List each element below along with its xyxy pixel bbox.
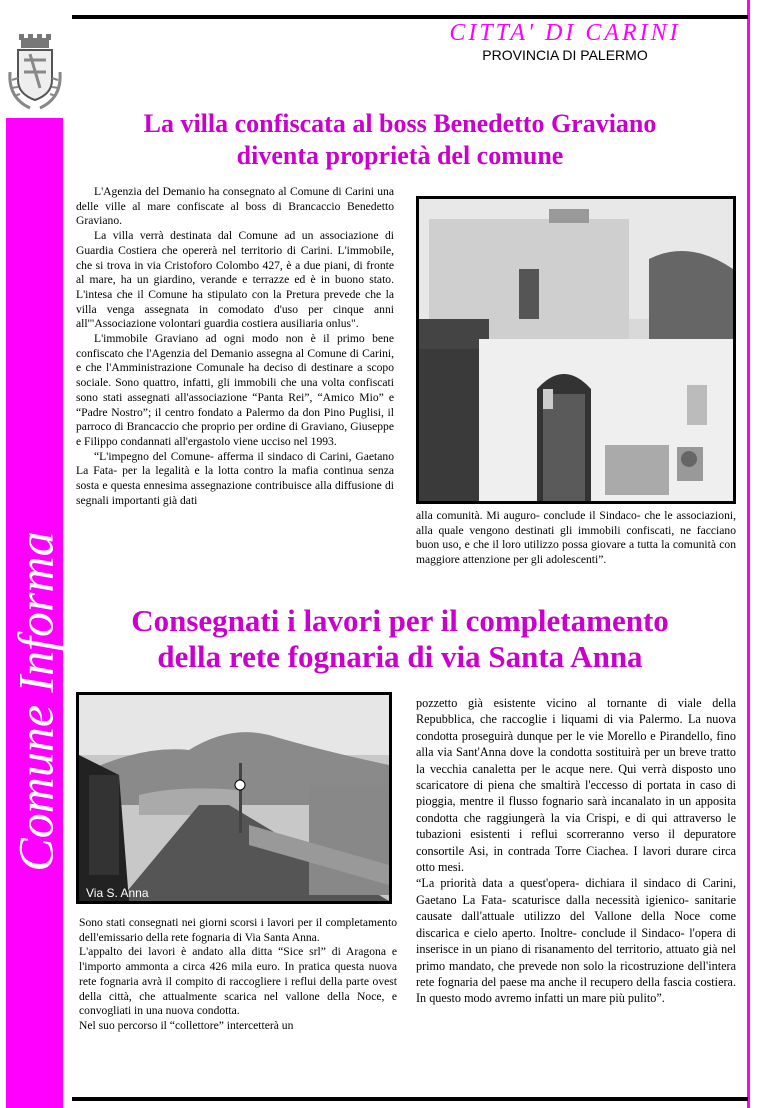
masthead	[400, 20, 730, 63]
article1-headline-line2: diventa proprietà del comune	[236, 141, 564, 170]
article1-headline	[75, 108, 725, 172]
article2-paragraph: L'appalto dei lavori è andato alla ditta “Sice srl” di Aragona e l'importo ammonta a circa 426 mila euro. In pratica questa nuova rete fognaria avrà il compito di raccogliere i reflui della parte ovest della città, che attualmente scarica nel vallone della Noce, e convogliati in una nuova condotta.	[79, 945, 397, 1018]
bottom-rule	[72, 1097, 748, 1101]
top-rule	[72, 15, 748, 19]
article1-column-left	[76, 185, 394, 508]
article2-paragraph: Sono stati consegnati nei giorni scorsi i lavori per il completamento dell'emissario della rete fognaria di Via Santa Anna.	[79, 916, 397, 944]
article2-column-right	[416, 695, 736, 1007]
road-photo	[76, 692, 392, 904]
city-name: CITTA' DI CARINI	[449, 20, 681, 46]
article1-paragraph: L'immobile Graviano ad ogni modo non è il primo bene confiscato che l'Agenzia del Demanio assegna al Comune di Carini, e che l'Amministrazione Comunale ha deciso di destinare a scopo sociale. Sono quattro, infatti, gli immobili che una volta confiscati sono stati assegnati all'associazione “Panta Rei”, “Amico Mio” e “Padre Nostro”; il centro fondato a Palermo da don Pino Puglisi, il parroco di Brancaccio che proprio per ordine di Graviano, Giuseppe e Filippo condannati all'ergastolo viene ucciso nel 1993.	[76, 332, 394, 448]
article2-paragraph: pozzetto già esistente vicino al tornante di viale della Repubblica, che raccoglie i liquami di via Palermo. La nuova condotta proseguirà dunque per le vie Morello e Pirandello, fino alla via Sant'Anna dove la condotta sostituirà per un breve tratto la vecchia canaletta per le acque nere. Qui verrà disposto uno scaricatore di piena che smaltirà l'eccesso di portata in caso di pioggia, mentre il flusso fognario sarà incanalato in un apposita condotta che raggiungerà la via Crispi, e di qui attraverso le tubazioni esistenti i reflui scorreranno verso il depuratore consortile Asi, in contrada Torre Ciachea. I lavori durare circa otto mesi.	[416, 696, 736, 875]
article2-headline	[75, 603, 725, 675]
article1-paragraph: La villa verrà destinata dal Comune ad un associazione di Guardia Costiera che opererà nel territorio di Carini. L'immobile, che si trova in via Cristoforo Colombo 427, è a due piani, di fronte al mare, ha un giardino, verande e terrazze ed è in buono stato. L'intesa che il Comune ha stipulato con la Pretura prevede che la villa venga assegnata in comodato d'uso per cinque anni all'"Associazione volontari guardia costiera ausiliaria onlus".	[76, 229, 394, 331]
article2-column-left	[79, 916, 397, 1034]
sidebar-band	[6, 118, 63, 1108]
article1-paragraph: “L'impegno del Comune- afferma il sindaco di Carini, Gaetano La Fata- per la legalità e la lotta contro la mafia continua senza sosta e questa ennesima assegnazione contribuisce alla diffusione di segnali importanti già dati	[76, 449, 394, 507]
article2-headline-line1: Consegnati i lavori per il completamento	[131, 603, 669, 638]
province-name: PROVINCIA DI PALERMO	[482, 47, 648, 63]
road-photo-caption: Via S. Anna	[86, 886, 149, 900]
article2-paragraph: Nel suo percorso il “collettore” intercetterà un	[79, 1018, 294, 1032]
article1-column-right	[416, 509, 736, 568]
article1-paragraph: alla comunità. Mi auguro- conclude il Sindaco- che le associazioni, alla quale vengono destinati gli immobili confiscati, ne facciano buon uso, e che il loro utilizzo possa giovare a tutta la comunità con maggiore attenzione per gli adolescenti”.	[416, 509, 736, 567]
article1-headline-line1: La villa confiscata al boss Benedetto Graviano	[143, 109, 657, 138]
municipal-crest-icon	[4, 32, 66, 114]
sidebar-title: Comune Informa	[7, 531, 64, 872]
article2-paragraph: “La priorità data a quest'opera- dichiara il sindaco di Carini, Gaetano La Fata- scaturisce dalla necessità igienico- sanitarie causate dall'attuale utilizzo del Vallone della Noce come discarica e cielo aperto. Inoltre- conclude il Sindaco- l'opera di inserisce in un piano di risanamento del territorio, attuato già nel primo mandato, che prevede non solo la ricostruzione dell'intera rete fognaria del paese ma anche il recupero della fascia costiera. In questo modo avremo infatti un mare più pulito”.	[416, 876, 736, 1006]
article1-paragraph: L'Agenzia del Demanio ha consegnato al Comune di Carini una delle ville al mare confiscate al boss di Brancaccio Benedetto Graviano.	[76, 185, 394, 228]
villa-photo	[416, 196, 736, 504]
article2-headline-line2: della rete fognaria di via Santa Anna	[157, 639, 643, 674]
right-accent-line	[747, 0, 750, 1108]
